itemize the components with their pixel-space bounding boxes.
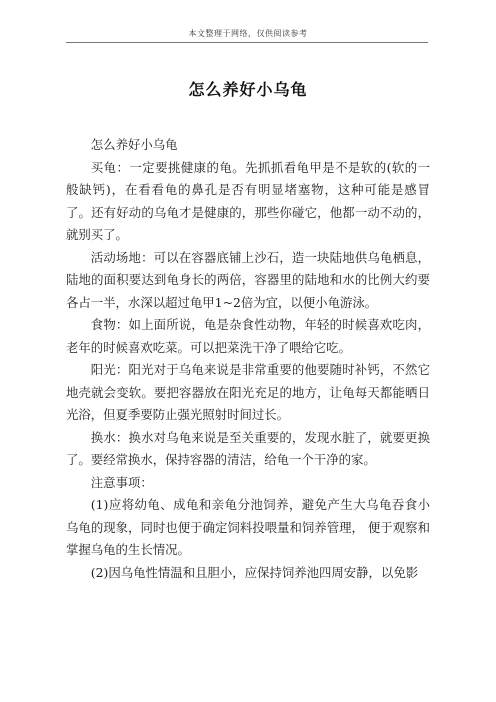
document-body [66, 134, 430, 584]
paragraph-water: 换水：换水对乌龟来说是至关重要的，发现水脏了，就要更换了。要经常换水，保持容器的清洁，给龟一个干净的家。 [66, 429, 430, 467]
document-title: 怎么养好小乌龟 [188, 80, 308, 99]
paragraph-note-1: (1)应将幼龟、成龟和亲龟分池饲养，避免产生大乌龟吞食小乌龟的现象，同时也便于确定饲料投喂量和饲养管理， 便于观察和掌握乌龟的生长情况。 [66, 497, 430, 557]
paragraph-food: 食物：如上面所说，龟是杂食性动物，年轻的时候喜欢吃肉，老年的时候喜欢吃菜。可以把菜洗干净了喂给它吃。 [66, 317, 430, 355]
paragraph-sunlight: 阳光：阳光对于乌龟来说是非常重要的他要随时补钙，不然它地壳就会变软。要把容器放在阳光充足的地方，让龟每天都能晒日光浴，但夏季要防止强光照射时间过长。 [66, 362, 430, 422]
header-divider [66, 42, 428, 43]
paragraph-habitat: 活动场地：可以在容器底铺上沙石，造一块陆地供乌龟栖息，陆地的面积要达到龟身长的两倍，容器里的陆地和水的比例大约要各占一半，水深以超过龟甲1~2倍为宜，以便小龟游泳。 [66, 249, 430, 310]
paragraph-buying: 买龟：一定要挑健康的龟。先抓抓看龟甲是不是软的(软的一般缺钙)，在看看龟的鼻孔是否有明显堵塞物，这种可能是感冒了。还有好动的乌龟才是健康的，那些你碰它，他都一动不动的，就别买了。 [66, 159, 430, 242]
paragraph-notes-heading: 注意事项： [90, 474, 153, 490]
paragraph-note-2: (2)因乌龟性情温和且胆小，应保持饲养池四周安静，以免影 [90, 564, 419, 580]
header-note: 本文整理于网络，仅供阅读参考 [188, 29, 308, 38]
paragraph-subtitle: 怎么养好小乌龟 [90, 137, 178, 152]
